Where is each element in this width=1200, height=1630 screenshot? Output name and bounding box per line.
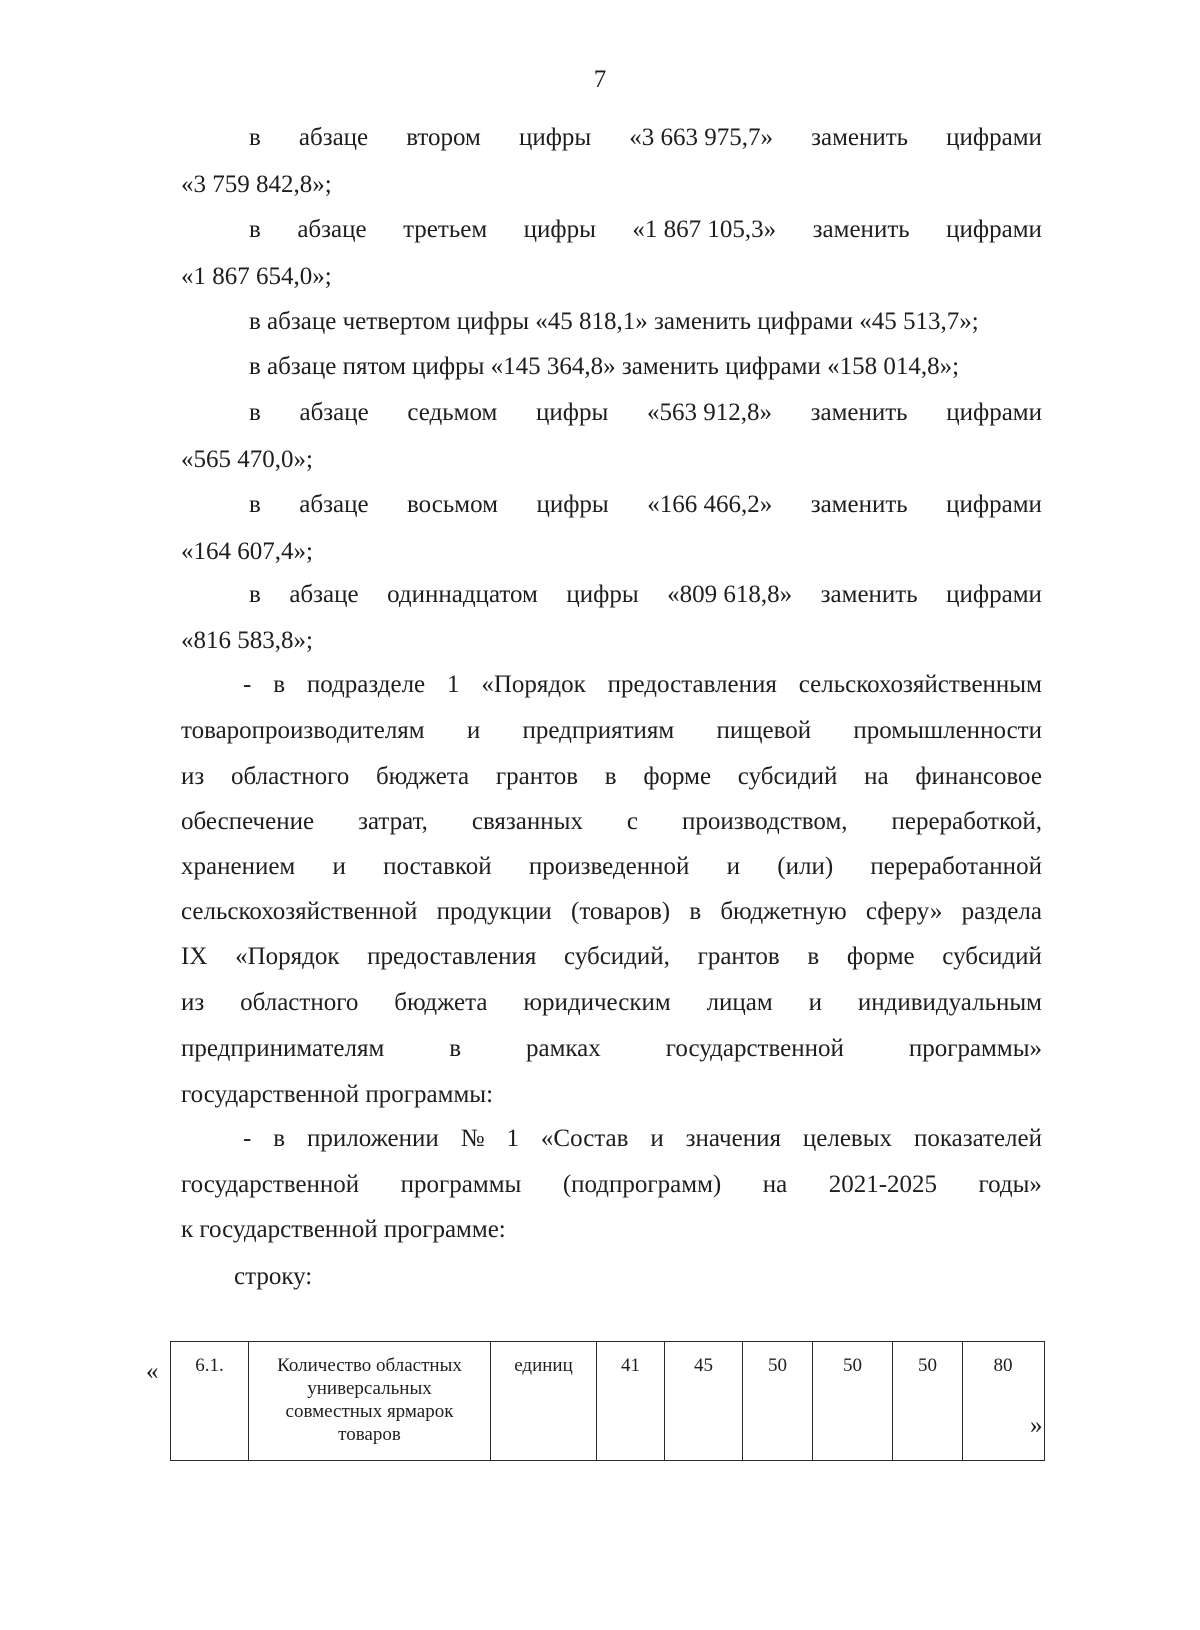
- word: показателей: [913, 1125, 1042, 1152]
- word: в: [273, 671, 285, 698]
- word: в: [604, 763, 617, 790]
- word: производством,: [682, 808, 848, 835]
- word: рамках: [525, 1035, 601, 1062]
- word: затрат,: [358, 808, 428, 835]
- word: сферу»: [865, 898, 943, 925]
- word: в: [273, 1125, 286, 1152]
- word: бюджета: [394, 989, 488, 1016]
- word: переработкой,: [891, 808, 1042, 835]
- word: в: [689, 898, 702, 925]
- word: произведенной: [528, 853, 690, 880]
- cell-value-target: 80: [993, 1355, 1013, 1376]
- word: субсидий: [942, 943, 1042, 970]
- word: и: [650, 1125, 664, 1152]
- text-line: [249, 490, 1042, 520]
- word: годы»: [978, 1171, 1042, 1198]
- word: с: [626, 808, 639, 835]
- word: «Порядок: [481, 671, 586, 698]
- word: и: [332, 853, 346, 880]
- cell-indicator-name: Количество областных универсальных совместных ярмарок товаров: [249, 1342, 491, 1460]
- word: областного: [231, 763, 350, 790]
- word: на: [762, 1171, 788, 1198]
- word: программы: [400, 1171, 522, 1198]
- word: заменить: [820, 581, 918, 608]
- word: «1 867 105,3»: [632, 216, 777, 243]
- word: обеспечение: [181, 808, 315, 835]
- text-line: «3 759 842,8»;: [181, 171, 332, 198]
- word: цифры: [566, 581, 639, 608]
- word: в: [449, 1035, 462, 1062]
- word: переработанной: [870, 853, 1042, 880]
- word: финансовое: [915, 763, 1042, 790]
- word: форме: [643, 763, 712, 790]
- word: субсидий: [737, 763, 838, 790]
- word: восьмом: [407, 491, 498, 518]
- word: и: [808, 989, 822, 1016]
- word: промышленности: [853, 717, 1042, 744]
- word: предприятиям: [522, 717, 675, 744]
- word: бюджетную: [720, 898, 847, 925]
- word: абзаце: [297, 216, 367, 243]
- word: цифрами: [946, 216, 1042, 243]
- word: «166 466,2»: [647, 491, 773, 518]
- word: (подпрограмм): [562, 1171, 722, 1198]
- word: абзаце: [299, 491, 369, 518]
- text-line: [243, 1124, 1042, 1154]
- text-line: к государственной программе:: [181, 1216, 506, 1243]
- word: и: [726, 853, 741, 880]
- word: в: [249, 491, 261, 518]
- word: абзаце: [299, 399, 369, 426]
- text-line: [181, 897, 1042, 927]
- word: цифры: [536, 491, 609, 518]
- word: программы»: [908, 1035, 1042, 1062]
- word: грантов: [697, 943, 780, 970]
- word: цифрами: [946, 491, 1042, 518]
- text-line: [181, 942, 1042, 972]
- word: заменить: [810, 399, 908, 426]
- word: значения: [685, 1125, 781, 1152]
- cell-value-2023: 50: [743, 1342, 813, 1460]
- word: (или): [777, 853, 834, 880]
- quote-open-mark: «: [146, 1358, 159, 1385]
- word: цифрами: [946, 124, 1042, 151]
- word: абзаце: [298, 124, 369, 151]
- word: третьем: [403, 216, 488, 243]
- word: 1: [506, 1125, 519, 1152]
- word: (товаров): [571, 898, 671, 925]
- word: предпринимателям: [181, 1035, 385, 1062]
- word: хранением: [181, 853, 296, 880]
- word: цифрами: [946, 399, 1042, 426]
- cell-value-2022: 45: [665, 1342, 743, 1460]
- word: цифры: [523, 216, 596, 243]
- word: «563 912,8»: [646, 399, 772, 426]
- word: предоставления: [607, 671, 777, 698]
- text-line: «565 470,0»;: [181, 446, 313, 473]
- word: 1: [447, 671, 460, 698]
- text-line: [249, 580, 1042, 610]
- word: заменить: [811, 124, 909, 151]
- word: подразделе: [306, 671, 426, 698]
- word: государственной: [665, 1035, 844, 1062]
- text-line: «164 607,4»;: [181, 538, 313, 565]
- text-line: государственной программы:: [181, 1081, 494, 1108]
- cell-unit: единиц: [491, 1342, 597, 1460]
- indicator-table-row: [170, 1341, 1045, 1461]
- word: -: [243, 671, 252, 698]
- word: областного: [240, 989, 359, 1016]
- word: приложении: [306, 1125, 439, 1152]
- word: государственной: [181, 1171, 360, 1198]
- word: целевых: [802, 1125, 893, 1152]
- text-line: [243, 670, 1042, 700]
- page-number: 7: [593, 66, 607, 93]
- word: поставкой: [383, 853, 492, 880]
- word: товаропроизводителям: [181, 717, 425, 744]
- word: в: [249, 124, 261, 151]
- word: заменить: [810, 491, 908, 518]
- word: «Порядок: [235, 943, 340, 970]
- word: цифры: [518, 124, 592, 151]
- word: субсидий,: [564, 943, 670, 970]
- text-line: [181, 716, 1042, 746]
- text-line: [181, 852, 1042, 882]
- cell-row-number: 6.1.: [171, 1342, 249, 1460]
- text-line: в абзаце пятом цифры «145 364,8» заменить цифрами «158 014,8»;: [249, 353, 960, 380]
- word: индивидуальным: [857, 989, 1042, 1016]
- word: 2021-2025: [828, 1171, 938, 1198]
- word: в: [807, 943, 820, 970]
- cell-value-2021: 41: [597, 1342, 665, 1460]
- text-line: строку:: [234, 1263, 313, 1290]
- text-line: [181, 762, 1042, 792]
- word: седьмом: [407, 399, 498, 426]
- text-line: «1 867 654,0»;: [181, 263, 332, 290]
- word: заменить: [812, 216, 910, 243]
- word: грантов: [495, 763, 579, 790]
- word: одиннадцатом: [387, 581, 538, 608]
- word: предоставления: [367, 943, 537, 970]
- word: IX: [181, 943, 208, 970]
- word: из: [181, 763, 205, 790]
- word: в: [249, 399, 261, 426]
- word: пищевой: [716, 717, 812, 744]
- word: продукции: [436, 898, 552, 925]
- text-line: [181, 807, 1042, 837]
- word: «809 618,8»: [667, 581, 793, 608]
- text-line: «816 583,8»;: [181, 627, 313, 654]
- text-line: [181, 988, 1042, 1018]
- word: сельскохозяйственной: [181, 898, 418, 925]
- text-line: [249, 398, 1042, 428]
- word: из: [181, 989, 205, 1016]
- quote-close-mark: »: [1030, 1412, 1043, 1439]
- word: бюджета: [375, 763, 470, 790]
- word: на: [864, 763, 889, 790]
- word: раздела: [961, 898, 1042, 925]
- text-line: [181, 1034, 1042, 1064]
- word: абзаце: [289, 581, 359, 608]
- text-line: [181, 1170, 1042, 1200]
- word: цифрами: [946, 581, 1042, 608]
- text-line: [249, 215, 1042, 245]
- word: цифры: [536, 399, 609, 426]
- word: в: [249, 216, 261, 243]
- word: связанных: [471, 808, 583, 835]
- cell-value-2025: 50: [893, 1342, 963, 1460]
- text-line: в абзаце четвертом цифры «45 818,1» заменить цифрами «45 513,7»;: [249, 308, 979, 335]
- text-line: [249, 123, 1042, 153]
- word: сельскохозяйственным: [798, 671, 1042, 698]
- cell-value-2024: 50: [813, 1342, 893, 1460]
- word: втором: [406, 124, 481, 151]
- word: №: [460, 1125, 485, 1152]
- word: в: [249, 581, 261, 608]
- word: лицам: [706, 989, 773, 1016]
- word: -: [243, 1125, 252, 1152]
- word: и: [466, 717, 481, 744]
- word: форме: [846, 943, 915, 970]
- word: «3 663 975,7»: [629, 124, 774, 151]
- word: юридическим: [523, 989, 671, 1016]
- word: «Состав: [540, 1125, 629, 1152]
